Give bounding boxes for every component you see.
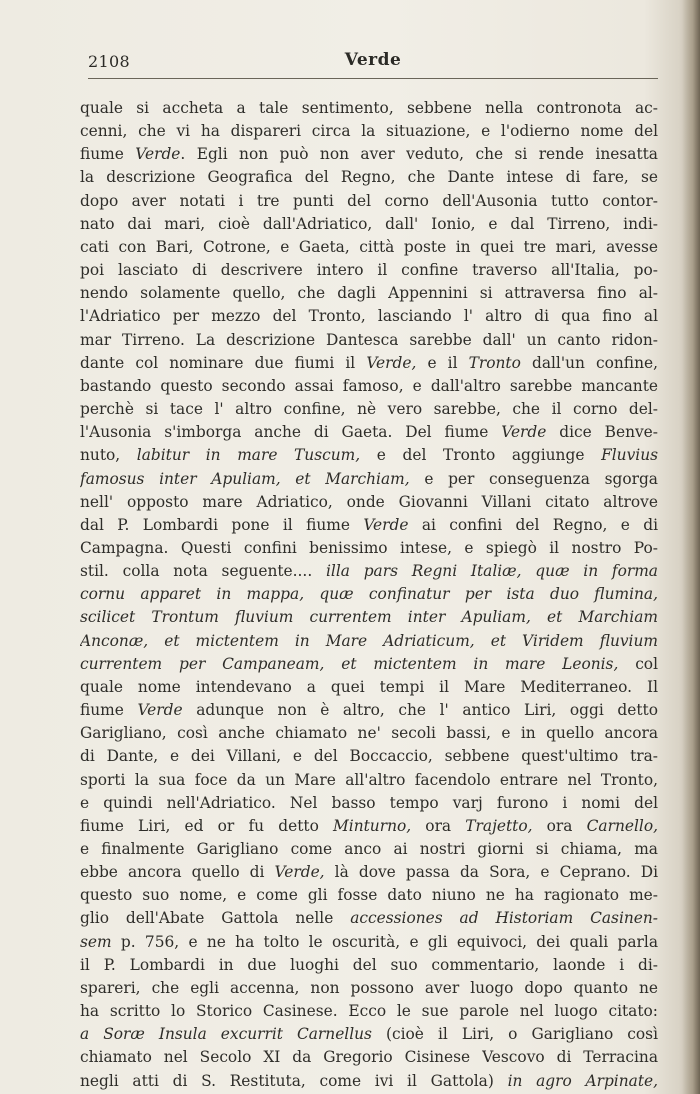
- text-line: [80, 1070, 658, 1093]
- text-line: [80, 444, 658, 467]
- text-line: [80, 769, 658, 792]
- text-line: [80, 352, 658, 375]
- italic-text: Verde: [137, 701, 183, 720]
- text-run: cenni, che vi ha dispareri circa la situazione, e l'odierno nome del: [80, 122, 658, 141]
- text-line: [80, 468, 658, 491]
- italic-text: Verde: [363, 515, 409, 534]
- text-run: col: [618, 654, 658, 673]
- text-run: dall'un confine,: [520, 353, 658, 372]
- text-line: [80, 653, 658, 676]
- text-run: p. 756, e ne ha tolto le oscurità, e gli equivoci, dei quali parla: [111, 932, 658, 951]
- text-line: [80, 560, 658, 583]
- text-run: e del Tronto aggiunge: [360, 446, 602, 465]
- text-run: ai confini del Regno, e di: [408, 515, 658, 534]
- italic-text: Verde: [501, 423, 547, 442]
- text-run: . Egli non può non aver veduto, che si rende inesatta: [180, 145, 658, 164]
- page-header: [88, 50, 658, 79]
- text-run: chiamato nel Secolo XI da Gregorio Cisinese Vescovo di Terracina: [80, 1048, 658, 1067]
- text-line: [80, 143, 658, 166]
- text-line: [80, 236, 658, 259]
- text-line: [80, 1023, 658, 1046]
- text-run: fiume Liri, ed or fu detto: [80, 816, 334, 835]
- text-run: e finalmente Garigliano come anco ai nostri giorni si chiama, ma: [80, 840, 658, 858]
- text-run: mar Tirreno. La descrizione Dantesca sarebbe dall' un canto ridon-: [80, 330, 658, 349]
- text-line: [80, 606, 658, 629]
- italic-text: labitur in mare Tuscum,: [136, 446, 361, 465]
- text-line: [80, 838, 658, 861]
- text-run: dopo aver notati i tre punti del corno dell'Ausonia tutto contor-: [80, 191, 658, 210]
- text-line: [80, 722, 658, 745]
- text-line: [80, 537, 658, 560]
- text-run: nato dai mari, cioè dall'Adriatico, dall' Ionio, e dal Tirreno, indi-: [80, 214, 658, 233]
- italic-text: accessiones ad Historiam Casinen-: [350, 909, 658, 928]
- text-run: ora: [411, 816, 466, 835]
- page-edge-shadow: [682, 0, 700, 1094]
- italic-text: Carnello,: [586, 816, 658, 835]
- text-run: e per conseguenza sgorga: [409, 469, 658, 488]
- text-line: [80, 931, 658, 954]
- text-run: dante col nominare due fiumi il: [80, 353, 367, 372]
- text-run: stil. colla nota seguente....: [80, 562, 326, 581]
- italic-text: Minturno,: [333, 816, 412, 835]
- text-line: [80, 213, 658, 236]
- text-run: dice Benve-: [546, 423, 658, 442]
- italic-text: Verde,: [274, 863, 325, 882]
- italic-text: currentem per Campaneam, et mictentem in mare Leonis,: [80, 654, 619, 673]
- text-line: [80, 305, 658, 328]
- italic-text: Trajetto,: [465, 816, 533, 835]
- text-run: Campagna. Questi confini benissimo intese, e spiegò il nostro Po-: [80, 538, 658, 557]
- text-line: [80, 699, 658, 722]
- text-line: [80, 120, 658, 143]
- italic-text: cornu apparet in mappa, quæ confinatur per ista duo flumina,: [80, 585, 658, 604]
- text-run: di Dante, e dei Villani, e del Boccaccio, sebbene quest'ultimo tra-: [80, 747, 658, 766]
- body-text: [80, 97, 658, 1093]
- text-run: sporti la sua foce da un Mare all'altro facendolo entrare nel Tronto,: [80, 770, 658, 789]
- text-run: poi lasciato di descrivere intero il confine traverso all'Italia, po-: [80, 261, 658, 280]
- text-run: ora: [532, 816, 587, 835]
- text-run: (cioè il Liri, o Garigliano così: [371, 1025, 658, 1044]
- text-run: ha scritto lo Storico Casinese. Ecco le sue parole nel luogo citato:: [80, 1002, 658, 1021]
- text-line: [80, 676, 658, 699]
- text-line: [80, 861, 658, 884]
- text-line: [80, 745, 658, 768]
- text-run: questo suo nome, e come gli fosse dato niuno ne ha ragionato me-: [80, 886, 658, 905]
- text-line: [80, 630, 658, 653]
- text-line: [80, 583, 658, 606]
- text-run: il P. Lombardi in due luoghi del suo commentario, laonde i di-: [80, 955, 658, 974]
- text-line: [80, 815, 658, 838]
- text-run: nendo solamente quello, che dagli Appennini si attraversa fino al-: [80, 284, 658, 303]
- text-line: [80, 1046, 658, 1069]
- text-run: adunque non è altro, che l' antico Liri, oggi detto: [182, 701, 658, 720]
- italic-text: Verde: [135, 145, 181, 164]
- text-run: là dove passa da Sora, e Ceprano. Di: [324, 863, 658, 882]
- text-run: nuto,: [80, 446, 137, 465]
- text-line: [80, 329, 658, 352]
- text-line: [80, 514, 658, 537]
- text-line: [80, 97, 658, 120]
- page-number: 2108: [88, 52, 130, 71]
- italic-text: famosus inter Apuliam, et Marchiam,: [80, 469, 410, 488]
- italic-text: Tronto: [468, 353, 521, 372]
- text-line: [80, 190, 658, 213]
- text-line: [80, 421, 658, 444]
- italic-text: Verde,: [366, 353, 417, 372]
- text-run: glio dell'Abate Gattola nelle: [80, 909, 351, 928]
- text-line: [80, 954, 658, 977]
- text-run: Garigliano, così anche chiamato ne' secoli bassi, e in quello ancora: [80, 724, 658, 743]
- text-run: e il: [416, 353, 469, 372]
- italic-text: sem: [80, 932, 112, 951]
- text-run: fiume: [80, 701, 138, 720]
- italic-text: in agro Arpinate,: [507, 1071, 658, 1090]
- text-line: [80, 398, 658, 421]
- text-run: dal P. Lombardi pone il fiume: [80, 515, 364, 534]
- text-run: ebbe ancora quello di: [80, 863, 275, 882]
- text-run: la descrizione Geografica del Regno, che Dante intese di fare, se: [80, 168, 658, 187]
- text-line: [80, 491, 658, 514]
- text-run: quale nome intendevano a quei tempi il Mare Mediterraneo. Il: [80, 677, 658, 696]
- text-run: fiume: [80, 145, 136, 164]
- text-run: bastando questo secondo assai famoso, e dall'altro sarebbe mancante: [80, 376, 658, 395]
- text-run: l'Ausonia s'imborga anche di Gaeta. Del fiume: [80, 423, 502, 442]
- text-line: [80, 1000, 658, 1023]
- text-line: [80, 259, 658, 282]
- text-run: perchè si tace l' altro confine, nè vero sarebbe, che il corno del-: [80, 400, 658, 419]
- italic-text: illa pars Regni Italiæ, quæ in forma: [325, 562, 658, 581]
- text-run: cati con Bari, Cotrone, e Gaeta, città poste in quei tre mari, avesse: [80, 237, 658, 256]
- text-run: quale si accheta a tale sentimento, sebbene nella contronota ac-: [80, 99, 658, 117]
- text-run: nell' opposto mare Adriatico, onde Giovanni Villani citato altrove: [80, 492, 658, 511]
- text-line: [80, 977, 658, 1000]
- text-run: negli atti di S. Restituta, come ivi il Gattola): [80, 1071, 508, 1090]
- text-line: [80, 907, 658, 930]
- italic-text: Anconæ, et mictentem in Mare Adriaticum, et Viridem fluvium: [80, 631, 658, 650]
- text-run: l'Adriatico per mezzo del Tronto, lasciando l' altro di qua fino al: [80, 307, 658, 326]
- text-line: [80, 282, 658, 305]
- italic-text: Fluvius: [601, 446, 658, 465]
- text-line: [80, 884, 658, 907]
- text-line: [80, 792, 658, 815]
- italic-text: scilicet Trontum fluvium currentem inter Apuliam, et Marchiam: [80, 608, 658, 627]
- text-run: e quindi nell'Adriatico. Nel basso tempo varj furono i nomi del: [80, 793, 658, 812]
- italic-text: a Soræ Insula excurrit Carnellus: [80, 1025, 372, 1044]
- running-title: Verde: [344, 50, 402, 70]
- text-line: [80, 166, 658, 189]
- text-line: [80, 375, 658, 398]
- text-run: spareri, che egli accenna, non possono aver luogo dopo quanto ne: [80, 978, 658, 997]
